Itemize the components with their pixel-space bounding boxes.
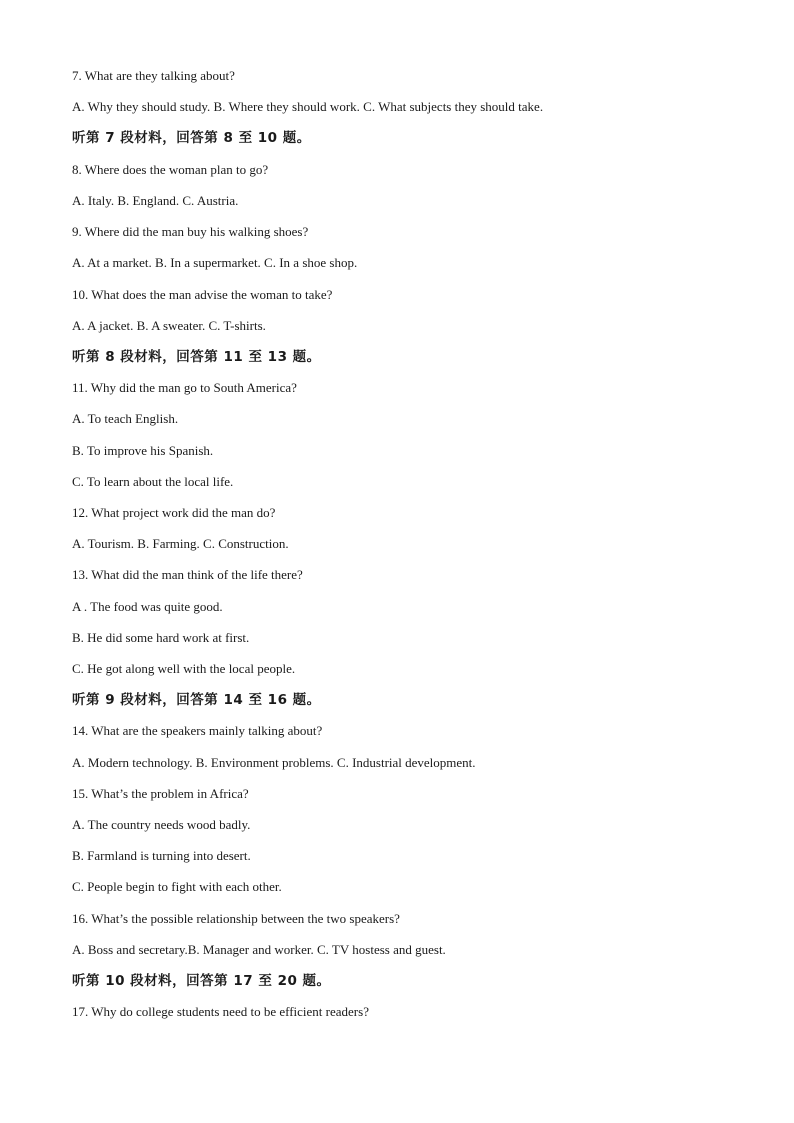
question-13-option-a: A . The food was quite good. xyxy=(72,599,223,614)
question-9-options: A. At a market. B. In a supermarket. C. In a shoe shop. xyxy=(72,255,358,270)
question-17: 17. Why do college students need to be efficient readers? xyxy=(72,1004,369,1019)
section-heading-7: 听第 7 段材料，回答第 8 至 10 题。 xyxy=(72,130,311,146)
section-heading-9: 听第 9 段材料，回答第 14 至 16 题。 xyxy=(72,692,321,708)
question-10-options: A. A jacket. B. A sweater. C. T-shirts. xyxy=(72,318,266,333)
question-12: 12. What project work did the man do? xyxy=(72,505,276,520)
question-15-option-a: A. The country needs wood badly. xyxy=(72,817,251,832)
question-16-options: A. Boss and secretary.B. Manager and worker. C. TV hostess and guest. xyxy=(72,942,446,957)
question-11-option-a: A. To teach English. xyxy=(72,411,179,426)
question-13-option-c: C. He got along well with the local people. xyxy=(72,661,296,676)
question-9: 9. Where did the man buy his walking shoes? xyxy=(72,224,309,239)
question-11: 11. Why did the man go to South America? xyxy=(72,380,297,395)
question-15-option-b: B. Farmland is turning into desert. xyxy=(72,848,251,863)
question-11-option-c: C. To learn about the local life. xyxy=(72,474,234,489)
question-14-options: A. Modern technology. B. Environment problems. C. Industrial development. xyxy=(72,755,476,770)
question-14: 14. What are the speakers mainly talking about? xyxy=(72,723,323,738)
question-7: 7. What are they talking about? xyxy=(72,68,235,83)
question-8: 8. Where does the woman plan to go? xyxy=(72,162,269,177)
question-13-option-b: B. He did some hard work at first. xyxy=(72,630,250,645)
question-13: 13. What did the man think of the life there? xyxy=(72,567,303,582)
question-7-options: A. Why they should study. B. Where they should work. C. What subjects they should take. xyxy=(72,99,544,114)
section-heading-8: 听第 8 段材料，回答第 11 至 13 题。 xyxy=(72,349,321,365)
question-10: 10. What does the man advise the woman to take? xyxy=(72,287,333,302)
question-15-option-c: C. People begin to fight with each other. xyxy=(72,879,282,894)
question-8-options: A. Italy. B. England. C. Austria. xyxy=(72,193,239,208)
question-12-options: A. Tourism. B. Farming. C. Construction. xyxy=(72,536,289,551)
section-heading-10: 听第 10 段材料，回答第 17 至 20 题。 xyxy=(72,973,331,989)
question-11-option-b: B. To improve his Spanish. xyxy=(72,443,214,458)
question-15: 15. What’s the problem in Africa? xyxy=(72,786,249,801)
question-16: 16. What’s the possible relationship between the two speakers? xyxy=(72,911,400,926)
